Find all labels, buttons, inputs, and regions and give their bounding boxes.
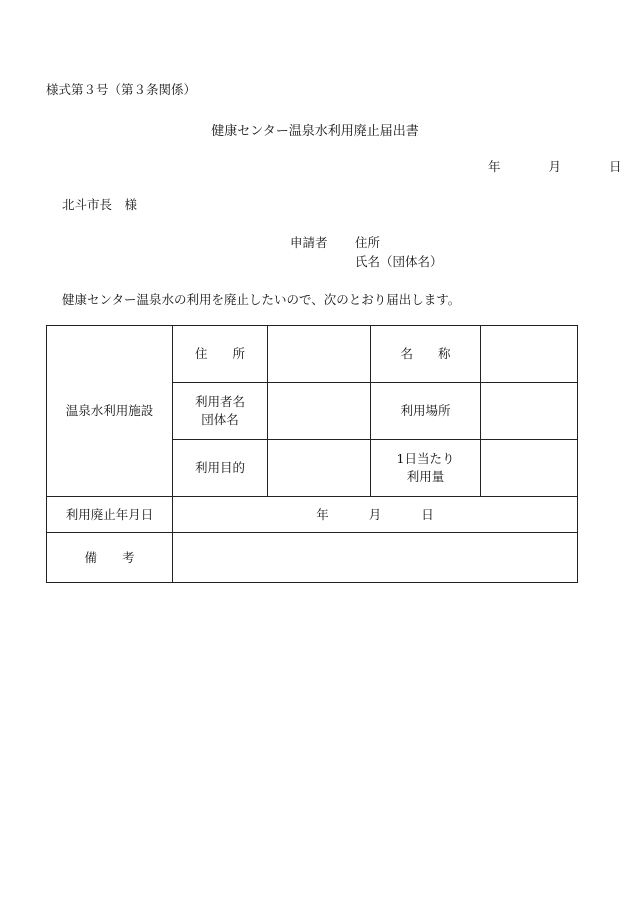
date-month: 月 [548,159,561,174]
submission-date [488,157,621,175]
date-day: 日 [608,159,622,174]
user-name-label [173,383,268,440]
remarks-value-cell[interactable] [173,533,578,583]
remarks-label: 備 考 [47,533,173,583]
end-date-label: 利用廃止年月日 [47,497,173,533]
facility-name-label: 名 称 [371,326,481,383]
addressee: 北斗市長 様 [62,197,138,212]
daily-usage-value-cell[interactable] [481,440,578,497]
end-date-day: 日 [421,506,434,522]
usage-place-label: 利用場所 [371,383,481,440]
applicant-address-label: 住所 [355,235,381,250]
usage-purpose-value-cell[interactable] [268,440,371,497]
end-date-value[interactable] [173,497,578,533]
applicant-name-label: 氏名（団体名） [355,254,443,269]
user-name-value-cell[interactable] [268,383,371,440]
address-value-cell[interactable] [268,326,371,383]
table-row [47,326,578,383]
usage-purpose-label: 利用目的 [173,440,268,497]
daily-usage-label [371,440,481,497]
form-table [46,325,578,583]
date-year: 年 [488,159,501,174]
document-title: 健康センター温泉水利用廃止届出書 [211,124,419,139]
end-date-year: 年 [316,506,329,522]
end-date-month: 月 [368,506,382,522]
daily-usage-line1: 1日当たり [396,451,455,466]
facility-label: 温泉水利用施設 [47,326,173,497]
table-row [47,497,578,533]
body-text: 健康センター温泉水の利用を廃止したいので、次のとおり届出します。 [62,292,461,307]
user-name-line2: 団体名 [201,412,239,427]
usage-place-value-cell[interactable] [481,383,578,440]
facility-name-value-cell[interactable] [481,326,578,383]
form-number: 様式第３号（第３条関係） [46,82,197,97]
address-label: 住 所 [173,326,268,383]
user-name-line1: 利用者名 [194,394,245,409]
daily-usage-line2: 利用量 [406,469,445,484]
applicant-label: 申請者 [290,235,328,250]
table-row [47,533,578,583]
